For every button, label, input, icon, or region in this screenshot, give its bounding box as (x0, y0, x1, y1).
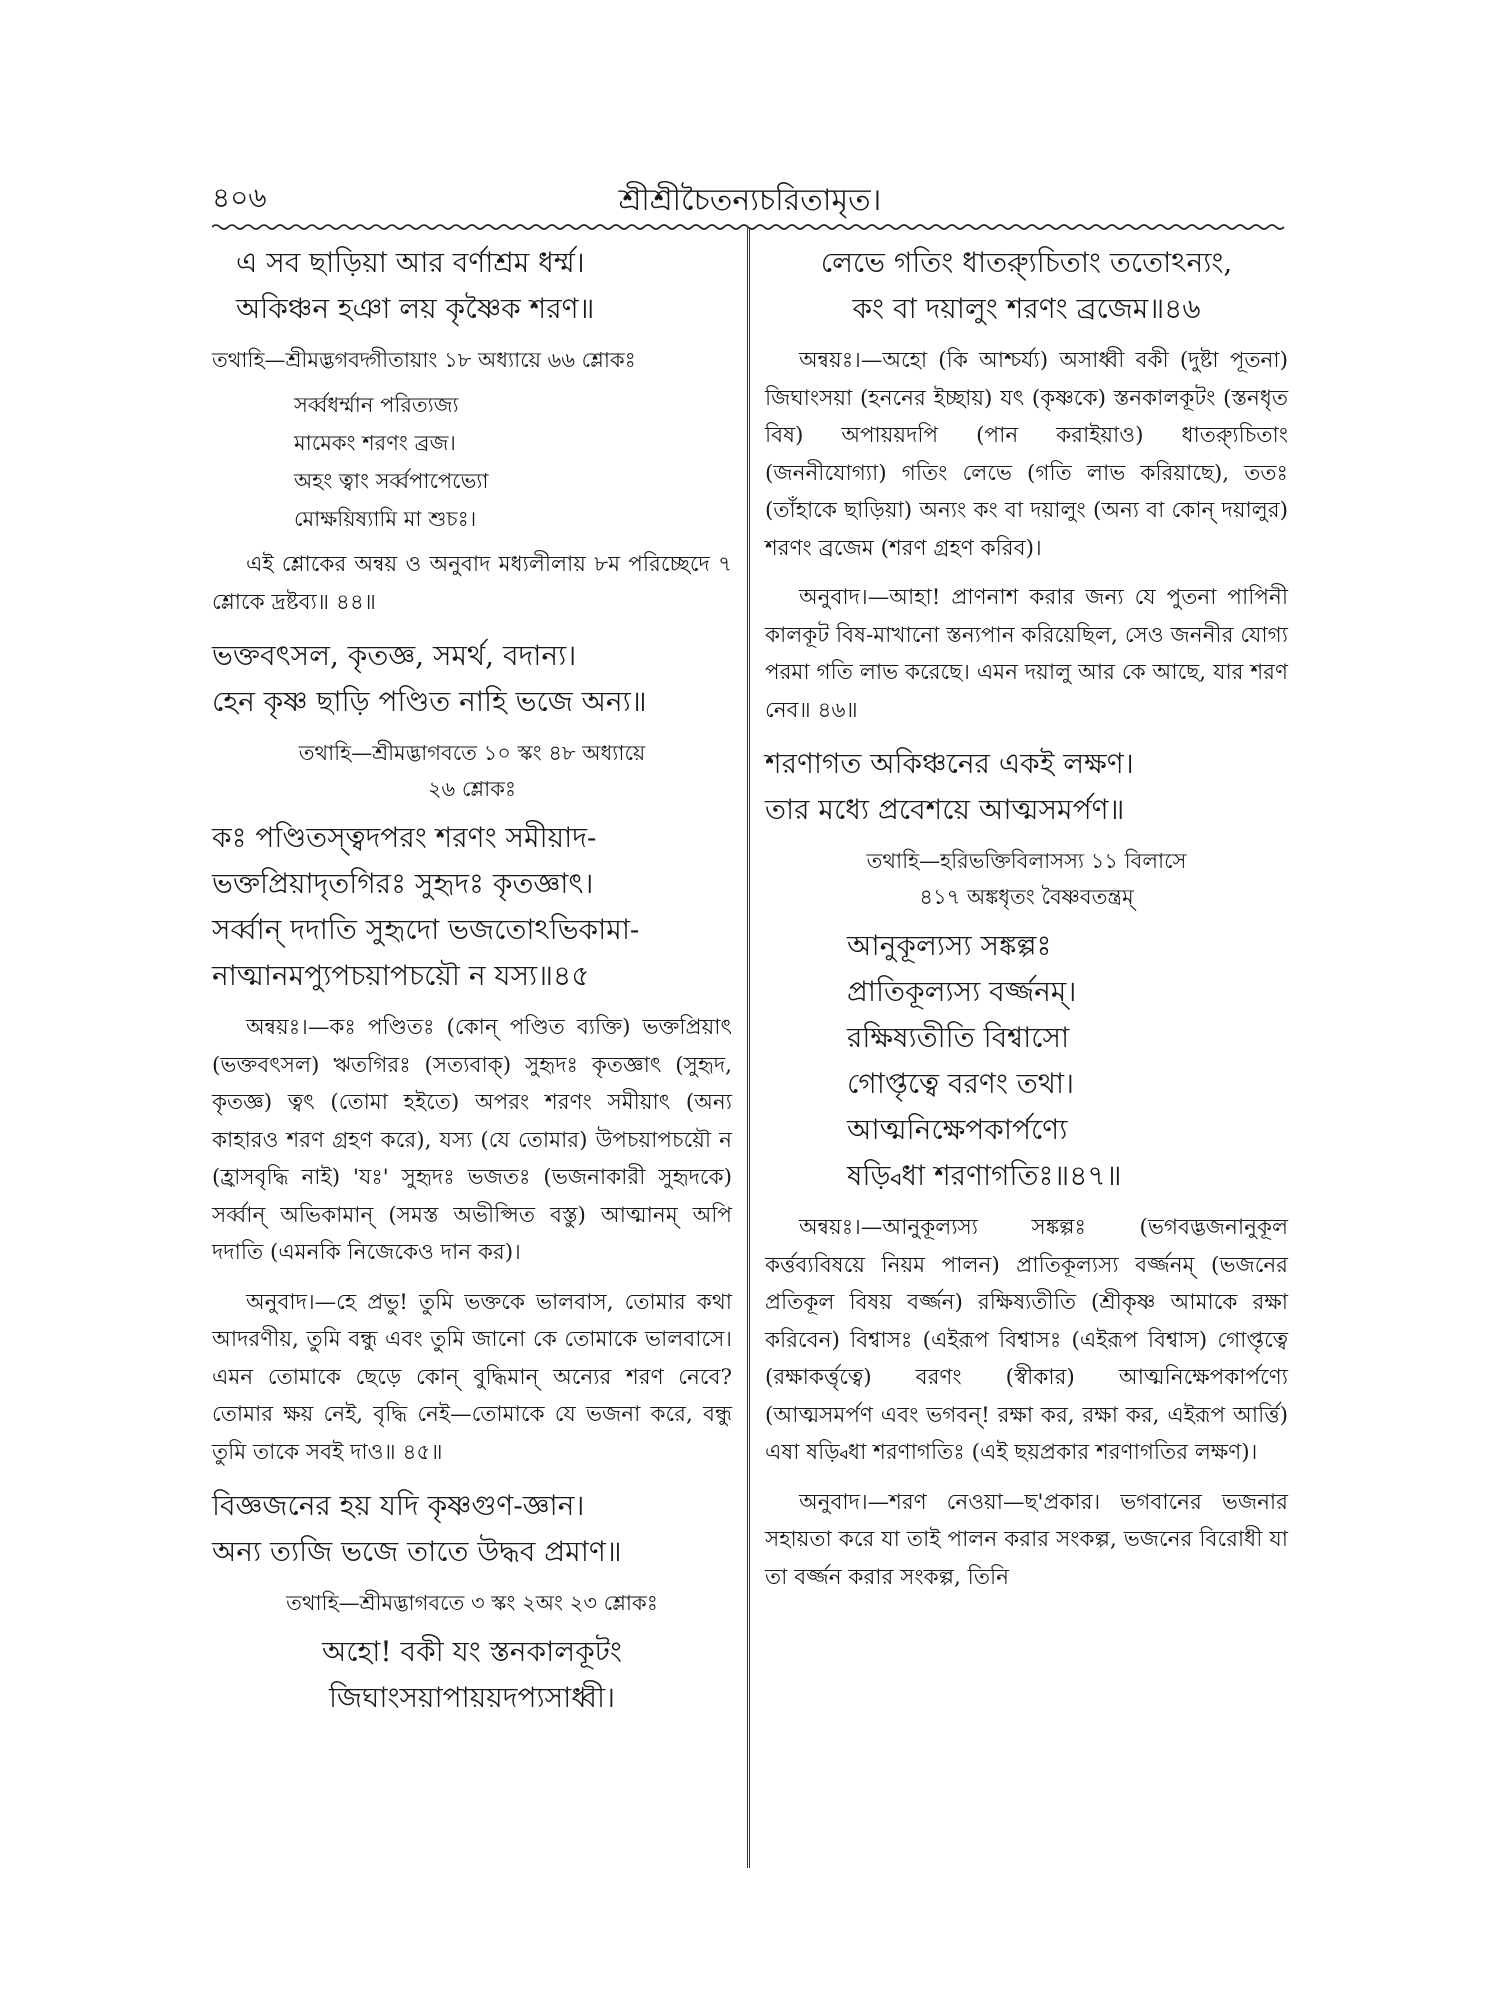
verse-line: ভক্তপ্রিয়াদৃতগিরঃ সুহৃদঃ কৃতজ্ঞাৎ। (212, 867, 594, 900)
right-column (765, 240, 1288, 1608)
verse-line: ষড়্বিধা শরণাগতিঃ॥৪৭॥ (847, 1159, 1122, 1192)
verse-line: বিজ্ঞজনের হয় যদি কৃষ্ণগুণ-জ্ঞান। (212, 1489, 585, 1522)
sanskrit-verse-46-end (765, 240, 1288, 332)
verse-line: সর্ব্বান্ দদাতি সুহৃদো ভজতোঽভিকামা- (212, 913, 640, 946)
verse-line: আত্মনিক্ষেপকার্পণ্যে (847, 1113, 1068, 1146)
reference-bhagavata-3: তথাহি—শ্রীমদ্ভাগবতে ৩ স্কং ২অং ২৩ শ্লোকঃ (286, 1591, 658, 1615)
verse-line: কঃ পণ্ডিতস্ত্বদপরং শরণং সমীয়াদ- (212, 821, 597, 854)
anvaya-46: অন্বয়ঃ।—অহো (কি আশ্চর্য্য) অসাধ্বী বকী (দুষ্টা পূতনা) জিঘাংসয়া (হননের ইচ্ছায়) যৎ (কৃষ্ণকে) স্তনকালকূটং (স্তনধৃত বিষ) অপায়য়দপি (পান করাইয়াও) ধাত্র্যুচিতাং (জননীযোগ্যা) গতিং লেভে (গতি লাভ করিয়াছে), ততঃ (তাঁহাকে ছাড়িয়া) অন্যং কং বা দয়ালুং (অন্য বা কোন্ দয়ালুর) শরণং ব্রজেম (শরণ গ্রহণ করিব)। (765, 348, 1288, 561)
verse-line: তার মধ্যে প্রবেশয়ে আত্মসমর্পণ॥ (765, 793, 1125, 826)
sanskrit-verse-46-start (212, 1629, 732, 1721)
verse-line: অহো! বকী যং স্তনকালকূটং (322, 1635, 622, 1668)
verse-line: হেন কৃষ্ণ ছাড়ি পণ্ডিত নাহি ভজে অন্য॥ (212, 685, 647, 718)
verse-line: অকিঞ্চন হঞা লয় কৃষ্ণৈক শরণ॥ (236, 292, 595, 325)
verse-line: অন্য ত্যজি ভজে তাতে উদ্ধব প্রমাণ॥ (212, 1535, 622, 1568)
anuvad-47: অনুবাদ।—শরণ নেওয়া—ছ'প্রকার। ভগবানের ভজনার সহায়তা করে যা তাই পালন করার সংকল্প, ভজনের বিরোধী যা তা বর্জ্জন করার সংকল্প, তিনি (765, 1489, 1288, 1590)
verse-line: কং বা দয়ালুং শরণং ব্রজেম॥৪৬ (852, 292, 1201, 325)
verse-couplet-2 (212, 633, 732, 725)
note-44: এই শ্লোকের অন্বয় ও অনুবাদ মধ্যলীলায় ৮ম পরিচ্ছেদে ৭ শ্লোকে দ্রষ্টব্য॥ ৪৪॥ (212, 552, 732, 615)
anuvad-46: অনুবাদ।—আহা! প্রাণনাশ করার জন্য যে পুতনা পাপিনী কালকূট বিষ-মাখানো স্তন্যপান করিয়েছিল, সেও জননীর যোগ্য পরমা গতি লাভ করেছে। এমন দয়ালু আর কে আছে, যার শরণ নেব॥ ৪৬॥ (765, 585, 1288, 723)
verse-couplet-1 (212, 240, 732, 332)
verse-line: লেভে গতিং ধাত্র্যুচিতাং ততোঽন্যং, (820, 246, 1233, 279)
reference-line: ২৬ শ্লোকঃ (427, 777, 517, 801)
verse-line: ভক্তবৎসল, কৃতজ্ঞ, সমর্থ, বদান্য। (212, 639, 577, 672)
verse-line: রক্ষিষ্যতীতি বিশ্বাসো (847, 1021, 1070, 1054)
verse-line: গোপ্তৃত্বে বরণং তথা। (847, 1067, 1075, 1100)
sanskrit-verse-47 (765, 923, 1288, 1199)
verse-line: অহং ত্বাং সর্ব্বপাপেভ্যো (294, 469, 489, 493)
anuvad-45: অনুবাদ।—হে প্রভু! তুমি ভক্তকে ভালবাস, তোমার কথা আদরণীয়, তুমি বন্ধু এবং তুমি জানো কে তোমাকে ভালবাসে। এমন তোমাকে ছেড়ে কোন্ বুদ্ধিমান্ অন্যের শরণ নেবে? তোমার ক্ষয় নেই, বৃদ্ধি নেই—তোমাকে যে ভজনা করে, বন্ধু তুমি তাকে সবই দাও॥ ৪৫॥ (212, 1289, 732, 1465)
reference-bhagavata-10 (212, 735, 732, 807)
verse-line: সর্ব্বধর্ম্মান পরিত্যজ্য (294, 393, 459, 417)
verse-line: শরণাগত অকিঞ্চনের একই লক্ষণ। (765, 747, 1134, 780)
anvaya-47: অন্বয়ঃ।—আনুকূল্যস্য সঙ্কল্পঃ (ভগবদ্ভজনানুকূল কর্ত্তব্যবিষয়ে নিয়ম পালন) প্রাতিকূল্যস্য বর্জ্জনম্ (ভজনের প্রতিকূল বিষয় বর্জ্জন) রক্ষিষ্যতীতি (শ্রীকৃষ্ণ আমাকে রক্ষা করিবেন) বিশ্বাসঃ (এইরূপ বিশ্বাসঃ (এইরূপ বিশ্বাস) গোপ্তৃত্বে (রক্ষাকর্ত্তৃত্বে) বরণং (স্বীকার) আত্মনিক্ষেপকার্পণ্যে (আত্মসমর্পণ এবং ভগবন্! রক্ষা কর, রক্ষা কর, এইরূপ আর্ত্তি) এষা ষড়্বিধা শরণাগতিঃ (এই ছয়প্রকার শরণাগতির লক্ষণ)। (765, 1215, 1288, 1465)
reference-line: তথাহি—হরিভক্তিবিলাসস্য ১১ বিলাসে (866, 849, 1187, 873)
verse-couplet-3 (212, 1483, 732, 1575)
verse-line: প্রাতিকূল্যস্য বর্জ্জনম্। (847, 975, 1077, 1008)
reference-line: তথাহি—শ্রীমদ্ভাগবতে ১০ স্কং ৪৮ অধ্যায়ে (298, 741, 646, 765)
verse-line: জিঘাংসয়াপায়য়দপ্যসাধ্বী। (328, 1681, 615, 1714)
left-column (212, 240, 732, 1731)
header-wavy-rule (212, 222, 1288, 232)
column-divider (747, 228, 750, 1868)
verse-line: মামেকং শরণং ব্রজ। (294, 431, 456, 455)
verse-line: নাত্মানমপ্যুপচয়াপচয়ৌ ন যস্য॥৪৫ (212, 959, 590, 992)
running-title: শ্রীশ্রীচৈতন্যচরিতামৃত। (618, 183, 882, 218)
reference-haribhakti (765, 843, 1288, 915)
page-header (212, 176, 1288, 222)
sanskrit-verse-45 (212, 815, 732, 999)
reference-gita: তথাহি—শ্রীমদ্ভগবদ্গীতায়াং ১৮ অধ্যায়ে ৬৬ শ্লোকঃ (212, 348, 636, 372)
verse-line: মোক্ষয়িষ্যামি মা শুচঃ। (294, 507, 477, 531)
verse-couplet-4 (765, 741, 1288, 833)
verse-line: আনুকূল্যস্য সঙ্কল্পঃ (847, 929, 1052, 962)
page-number: ৪০৬ (212, 181, 267, 214)
gita-verse (212, 386, 732, 538)
verse-line: এ সব ছাড়িয়া আর বর্ণাশ্রম ধর্ম্ম। (236, 246, 585, 279)
reference-line: ৪১৭ অঙ্কধৃতং বৈষ্ণবতন্ত্রম্ (919, 885, 1134, 909)
anvaya-45: অন্বয়ঃ।—কঃ পণ্ডিতঃ (কোন্ পণ্ডিত ব্যক্তি) ভক্তপ্রিয়াৎ (ভক্তবৎসল) ঋতগিরঃ (সত্যবাক্) সুহৃদঃ কৃতজ্ঞাৎ (সুহৃদ, কৃতজ্ঞ) ত্বৎ (তোমা হইতে) অপরং শরণং সমীয়াৎ (অন্য কাহারও শরণ গ্রহণ করে), যস্য (যে তোমার) উপচয়াপচয়ৌ ন (হ্রাসবৃদ্ধি নাই) 'যঃ' সুহৃদঃ ভজতঃ (ভজনাকারী সুহৃদকে) সর্ব্বান্ অভিকামান্ (সমস্ত অভীপ্সিত বস্তু) আত্মানম্ অপি দদাতি (এমনকি নিজেকেও দান কর)। (212, 1015, 732, 1265)
